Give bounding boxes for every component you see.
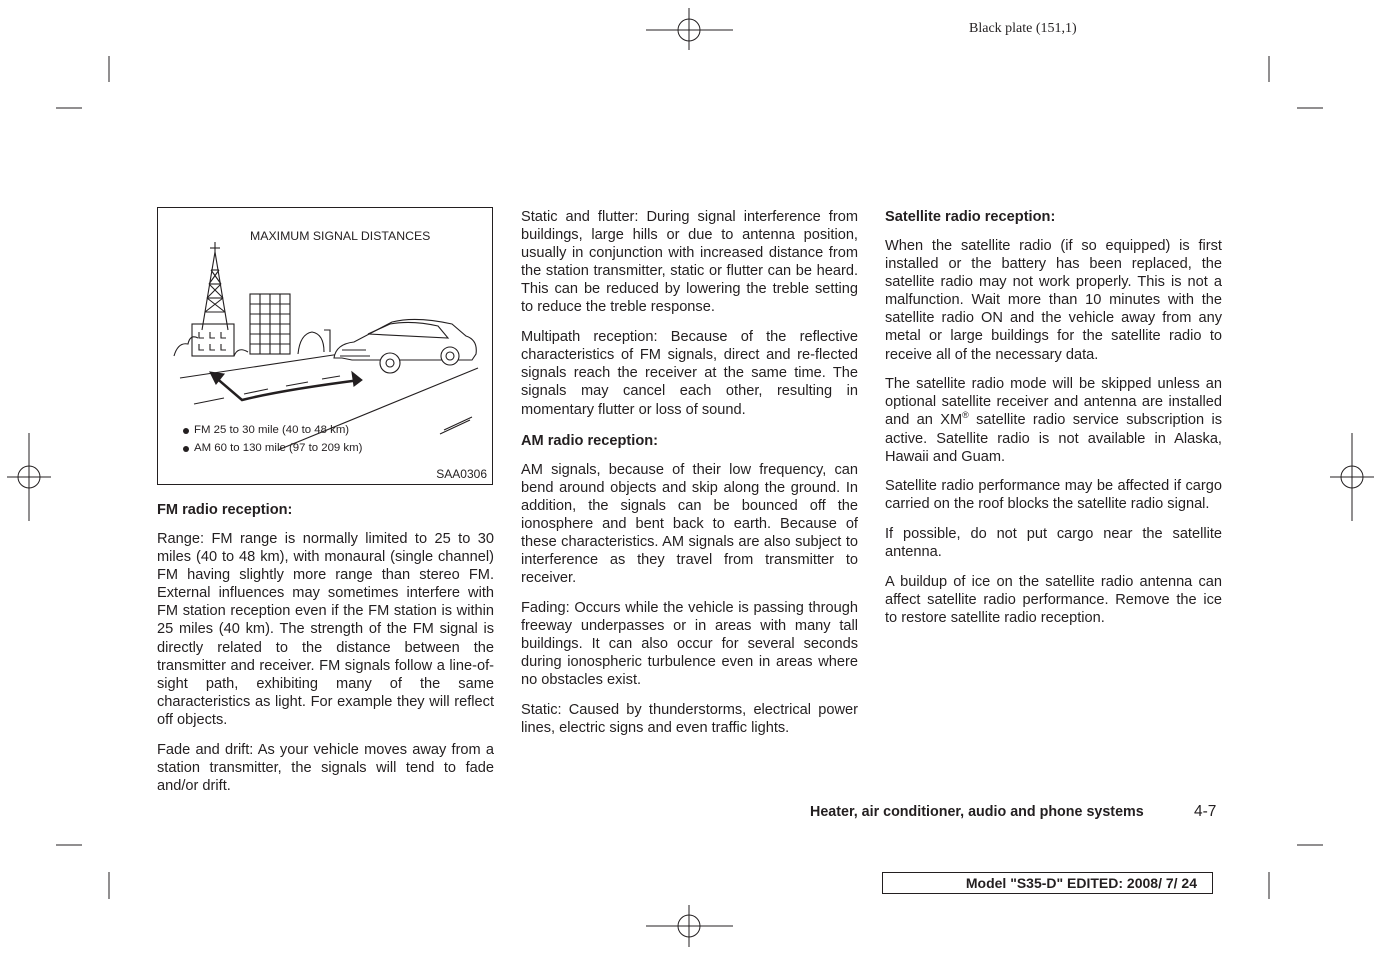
satellite-mode-text-1: The satellite radio mode will be skipped unless an optional satellite receiver and antenna are installed and an XM — [885, 376, 1222, 429]
section-title: Heater, air conditioner, audio and phone systems — [810, 804, 1144, 820]
figure-code: SAA0306 — [436, 467, 487, 481]
registration-mark-bottom — [646, 905, 733, 947]
signal-distance-figure — [157, 207, 493, 485]
fm-range-paragraph: Range: FM range is normally limited to 25 to 30 miles (40 to 48 km), with monaural (single channel) FM having slightly more range than stereo FM. External influences may sometimes interfere with FM station reception even if the FM station is within 25 miles (40 km). The strength of the FM signal is directly related to the distance between the transmitter and receiver. FM signals follow a line-of-sight path, exhibiting many of the same characteristics as light. For example they will reflect off objects. — [157, 531, 494, 728]
plate-label: Black plate (151,1) — [969, 21, 1077, 36]
column-1 — [157, 501, 494, 807]
figure-bullet-am-text: AM 60 to 130 mile (97 to 209 km) — [194, 442, 363, 454]
satellite-install-paragraph: When the satellite radio (if so equipped) is first installed or the battery has been replaced, the satellite radio may not work properly. This is not a malfunction. Wait more than 10 minutes with the satellite radio ON and the vehicle away from any metal or large buildings for the satellite radio to receive all of the necessary data. — [885, 238, 1222, 363]
figure-bullet-fm — [194, 424, 349, 436]
fading-paragraph: Fading: Occurs while the vehicle is passing through freeway underpasses or in areas with many tall buildings. It can also occur for several seconds during ionospheric turbulence even in areas where no obstacles exist. — [521, 599, 858, 689]
figure-bullet-am — [194, 442, 362, 454]
fade-drift-paragraph: Fade and drift: As your vehicle moves away from a station transmitter, the signals will tend to fade and/or drift. — [157, 741, 494, 794]
model-edit-box: Model "S35-D" EDITED: 2008/ 7/ 24 — [882, 872, 1213, 894]
registration-mark-left — [7, 433, 51, 521]
static-flutter-paragraph: Static and flutter: During signal interference from buildings, large hills or due to antenna position, usually in conjunction with increased distance from the station transmitter, static or flutter can be heard. This can be reduced by lowering the treble setting to reduce the treble response. — [521, 209, 858, 316]
static-paragraph: Static: Caused by thunderstorms, electrical power lines, electric signs and even traffic lights. — [521, 701, 858, 737]
multipath-paragraph: Multipath reception: Because of the reflective characteristics of FM signals, direct and re-flected signals reach the receiver at the same time. The signals may cancel each other, resulting in momentary flutter or loss of sound. — [521, 329, 858, 418]
column-3 — [885, 208, 1222, 639]
figure-bullet-fm-text: FM 25 to 30 mile (40 to 48 km) — [194, 424, 350, 436]
figure-title: MAXIMUM SIGNAL DISTANCES — [250, 229, 431, 243]
satellite-cargo-paragraph: Satellite radio performance may be affected if cargo carried on the roof blocks the satellite radio signal. — [885, 478, 1222, 513]
page-number: 4-7 — [1194, 803, 1217, 820]
am-signals-paragraph: AM signals, because of their low frequency, can bend around objects and skip along the ground. In addition, the signals can be bounced off the ionosphere and bent back to earth. Because of these characteristics. AM signals are also subject to interference as they travel from transmitter to receiver. — [521, 461, 858, 587]
fm-heading: FM radio reception: — [157, 502, 293, 518]
registration-mark-right — [1330, 433, 1374, 521]
bullet-dot — [183, 428, 189, 434]
registered-mark: ® — [962, 410, 969, 421]
satellite-heading: Satellite radio reception: — [885, 209, 1056, 225]
satellite-ice-paragraph: A buildup of ice on the satellite radio antenna can affect satellite radio performance. Remove the ice to restore satellite radio reception. — [885, 573, 1222, 627]
satellite-antenna-paragraph: If possible, do not put cargo near the satellite antenna. — [885, 526, 1222, 561]
registration-mark-top — [646, 8, 733, 50]
column-2 — [521, 208, 858, 749]
satellite-mode-text-2: satellite radio service subscription is active. Satellite radio is not available in Alaska, Hawaii and Guam. — [885, 412, 1222, 465]
bullet-dot — [183, 446, 189, 452]
am-heading: AM radio reception: — [521, 432, 659, 449]
satellite-mode-paragraph — [885, 375, 1222, 465]
